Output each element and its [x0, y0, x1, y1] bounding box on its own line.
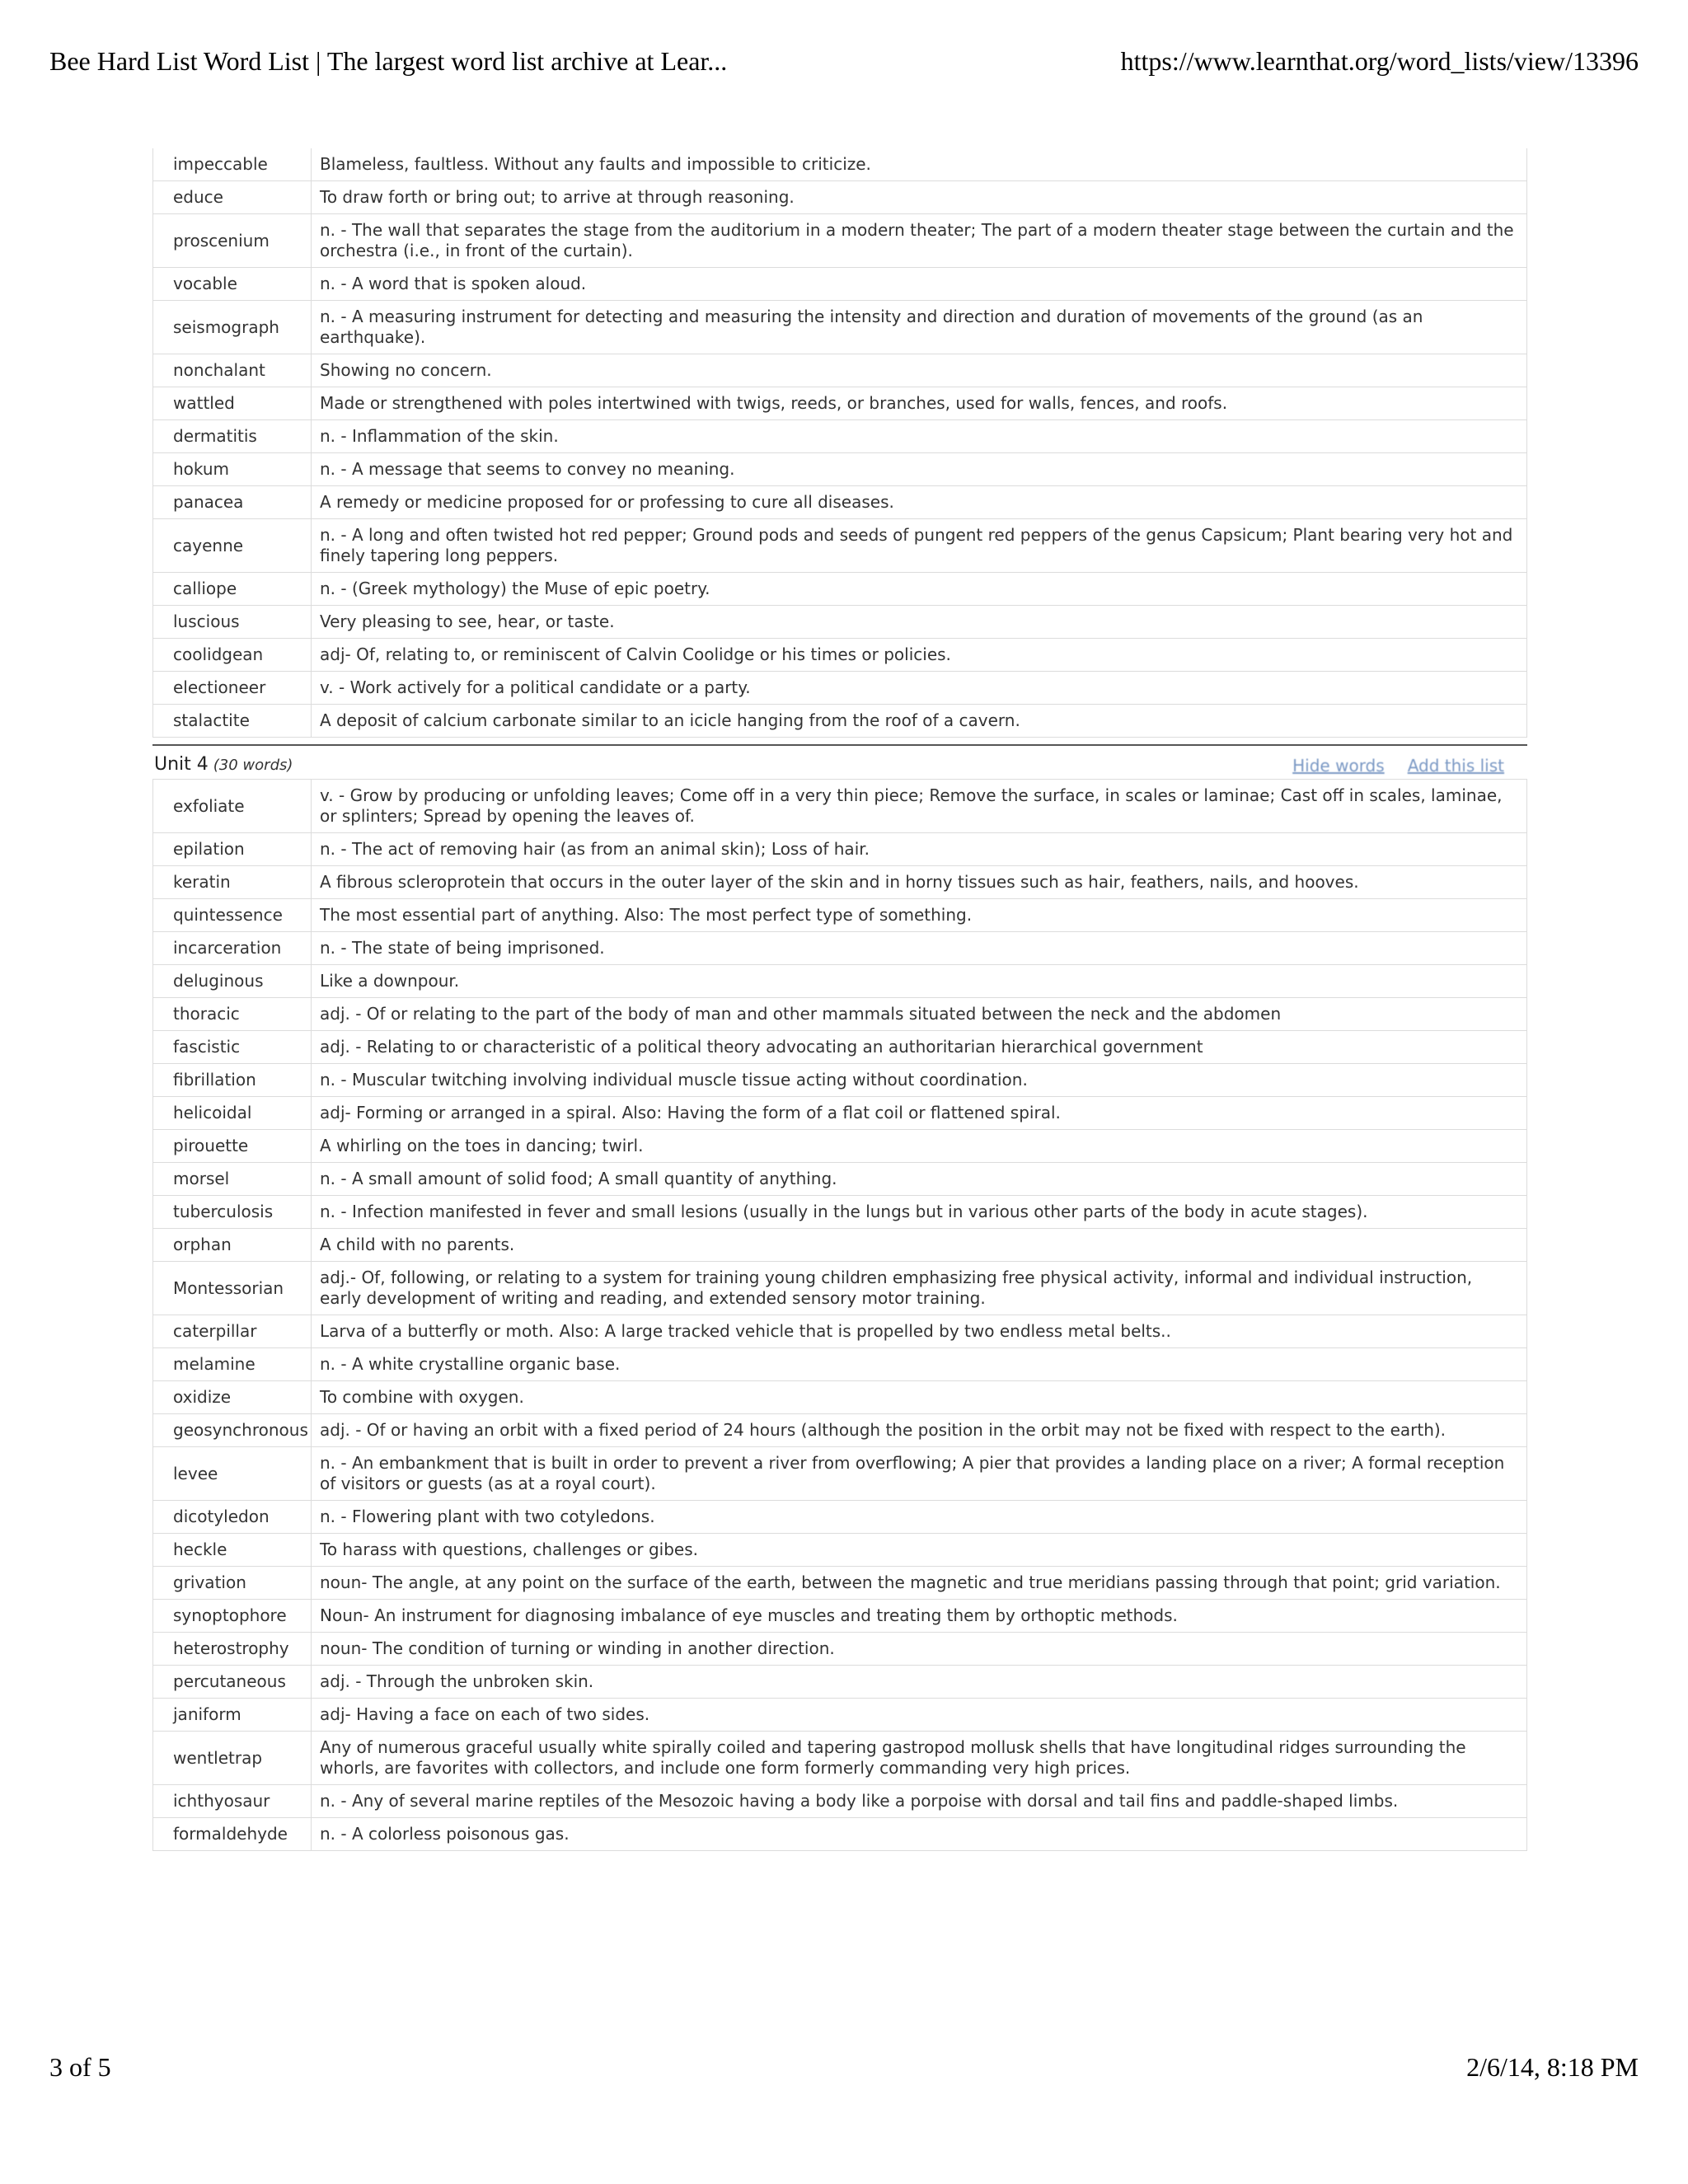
- word-row: [153, 301, 1527, 354]
- word-row: [153, 1031, 1527, 1064]
- word-row: [153, 1097, 1527, 1130]
- word-definition: adj. - Relating to or characteristic of a political theory advocating an authoritarian hierarchical government: [312, 1031, 1527, 1064]
- word-term: Montessorian: [153, 1262, 312, 1315]
- word-definition: n. - The wall that separates the stage from the auditorium in a modern theater; The part of a modern theater stage between the curtain and the orchestra (i.e., in front of the curtain).: [312, 214, 1527, 268]
- word-term: incarceration: [153, 932, 312, 965]
- word-term: impeccable: [153, 148, 312, 181]
- word-term: nonchalant: [153, 354, 312, 387]
- word-row: [153, 181, 1527, 214]
- word-row: [153, 1633, 1527, 1666]
- unit-4-rows: [153, 780, 1527, 1851]
- word-row: [153, 705, 1527, 738]
- word-term: seismograph: [153, 301, 312, 354]
- word-definition: To draw forth or bring out; to arrive at through reasoning.: [312, 181, 1527, 214]
- word-row: [153, 1130, 1527, 1163]
- word-term: luscious: [153, 606, 312, 639]
- word-definition: n. - The act of removing hair (as from an animal skin); Loss of hair.: [312, 833, 1527, 866]
- word-row: [153, 519, 1527, 573]
- word-term: coolidgean: [153, 639, 312, 672]
- word-definition: Larva of a butterfly or moth. Also: A large tracked vehicle that is propelled by two endless metal belts..: [312, 1315, 1527, 1348]
- word-row: [153, 148, 1527, 181]
- word-row: [153, 932, 1527, 965]
- word-term: epilation: [153, 833, 312, 866]
- word-definition: Blameless, faultless. Without any faults and impossible to criticize.: [312, 148, 1527, 181]
- word-term: hokum: [153, 453, 312, 486]
- word-term: tuberculosis: [153, 1196, 312, 1229]
- word-row: [153, 1732, 1527, 1785]
- word-definition: Like a downpour.: [312, 965, 1527, 998]
- word-definition: Showing no concern.: [312, 354, 1527, 387]
- word-definition: The most essential part of anything. Also: The most perfect type of something.: [312, 899, 1527, 932]
- word-term: proscenium: [153, 214, 312, 268]
- word-row: [153, 899, 1527, 932]
- word-row: [153, 214, 1527, 268]
- word-row: [153, 486, 1527, 519]
- word-definition: adj.- Of, following, or relating to a system for training young children emphasizing free physical activity, informal and individual instruction, early development of writing and reading, and extended sensory motor training.: [312, 1262, 1527, 1315]
- word-row: [153, 1414, 1527, 1447]
- word-definition: adj. - Of or relating to the part of the body of man and other mammals situated between the neck and the abdomen: [312, 998, 1527, 1031]
- word-definition: A child with no parents.: [312, 1229, 1527, 1262]
- word-row: [153, 420, 1527, 453]
- word-row: [153, 1666, 1527, 1699]
- unit-3-rows: [153, 148, 1527, 738]
- word-term: orphan: [153, 1229, 312, 1262]
- word-row: [153, 672, 1527, 705]
- word-term: synoptophore: [153, 1600, 312, 1633]
- unit-4-header: [152, 746, 1527, 779]
- word-term: fascistic: [153, 1031, 312, 1064]
- word-definition: n. - Any of several marine reptiles of the Mesozoic having a body like a porpoise with dorsal and tail fins and paddle-shaped limbs.: [312, 1785, 1527, 1818]
- word-row: [153, 998, 1527, 1031]
- word-row: [153, 1229, 1527, 1262]
- word-row: [153, 1064, 1527, 1097]
- word-row: [153, 1196, 1527, 1229]
- word-definition: n. - A colorless poisonous gas.: [312, 1818, 1527, 1851]
- word-row: [153, 453, 1527, 486]
- word-definition: n. - A message that seems to convey no meaning.: [312, 453, 1527, 486]
- word-term: caterpillar: [153, 1315, 312, 1348]
- word-term: pirouette: [153, 1130, 312, 1163]
- print-datetime: 2/6/14, 8:18 PM: [1466, 2052, 1639, 2082]
- word-row: [153, 606, 1527, 639]
- word-definition: n. - The state of being imprisoned.: [312, 932, 1527, 965]
- word-definition: noun- The angle, at any point on the surface of the earth, between the magnetic and true meridians passing through that point; grid variation.: [312, 1567, 1527, 1600]
- word-row: [153, 354, 1527, 387]
- word-term: heterostrophy: [153, 1633, 312, 1666]
- word-row: [153, 1600, 1527, 1633]
- word-definition: n. - Inflammation of the skin.: [312, 420, 1527, 453]
- word-term: melamine: [153, 1348, 312, 1381]
- word-term: fibrillation: [153, 1064, 312, 1097]
- word-row: [153, 965, 1527, 998]
- word-definition: n. - Flowering plant with two cotyledons.: [312, 1501, 1527, 1534]
- word-definition: adj- Having a face on each of two sides.: [312, 1699, 1527, 1732]
- word-definition: n. - An embankment that is built in order to prevent a river from overflowing; A pier that provides a landing place on a river; A formal reception of visitors or guests (as at a royal court).: [312, 1447, 1527, 1501]
- word-row: [153, 780, 1527, 833]
- word-row: [153, 833, 1527, 866]
- word-term: janiform: [153, 1699, 312, 1732]
- word-definition: adj- Of, relating to, or reminiscent of Calvin Coolidge or his times or policies.: [312, 639, 1527, 672]
- word-definition: n. - A measuring instrument for detecting and measuring the intensity and direction and duration of movements of the ground (as an earthquake).: [312, 301, 1527, 354]
- word-row: [153, 1348, 1527, 1381]
- word-term: panacea: [153, 486, 312, 519]
- word-list-content: [152, 148, 1527, 1851]
- word-term: vocable: [153, 268, 312, 301]
- word-term: keratin: [153, 866, 312, 899]
- word-term: geosynchronous: [153, 1414, 312, 1447]
- unit-3-word-table: [152, 148, 1527, 738]
- print-page-title: Bee Hard List Word List | The largest word list archive at Lear...: [49, 46, 728, 76]
- unit-word-count: (30 words): [213, 757, 293, 774]
- word-term: educe: [153, 181, 312, 214]
- unit-4-word-table: [152, 779, 1527, 1851]
- word-row: [153, 1785, 1527, 1818]
- word-definition: v. - Work actively for a political candidate or a party.: [312, 672, 1527, 705]
- word-term: helicoidal: [153, 1097, 312, 1130]
- word-definition: n. - Muscular twitching involving individual muscle tissue acting without coordination.: [312, 1064, 1527, 1097]
- word-term: levee: [153, 1447, 312, 1501]
- word-definition: adj- Forming or arranged in a spiral. Also: Having the form of a flat coil or flattened spiral.: [312, 1097, 1527, 1130]
- word-term: dermatitis: [153, 420, 312, 453]
- word-definition: A deposit of calcium carbonate similar to an icicle hanging from the roof of a cavern.: [312, 705, 1527, 738]
- word-term: dicotyledon: [153, 1501, 312, 1534]
- unit-4-title-group: [154, 754, 293, 775]
- word-definition: Any of numerous graceful usually white spirally coiled and tapering gastropod mollusk shells that have longitudinal ridges surrounding the whorls, are favorites with collectors, and include one form formerly commanding very high prices.: [312, 1732, 1527, 1785]
- word-term: exfoliate: [153, 780, 312, 833]
- word-definition: To combine with oxygen.: [312, 1381, 1527, 1414]
- add-this-list-link[interactable]: Add this list: [1407, 756, 1504, 776]
- word-definition: noun- The condition of turning or winding in another direction.: [312, 1633, 1527, 1666]
- word-term: thoracic: [153, 998, 312, 1031]
- word-term: calliope: [153, 573, 312, 606]
- word-row: [153, 1699, 1527, 1732]
- word-definition: A fibrous scleroprotein that occurs in the outer layer of the skin and in horny tissues such as hair, feathers, nails, and hooves.: [312, 866, 1527, 899]
- word-term: quintessence: [153, 899, 312, 932]
- word-term: heckle: [153, 1534, 312, 1567]
- word-row: [153, 387, 1527, 420]
- word-term: oxidize: [153, 1381, 312, 1414]
- unit-title: Unit 4: [154, 754, 209, 775]
- word-definition: adj. - Through the unbroken skin.: [312, 1666, 1527, 1699]
- word-row: [153, 1262, 1527, 1315]
- print-page-url: https://www.learnthat.org/word_lists/view/13396: [1120, 46, 1639, 76]
- word-term: formaldehyde: [153, 1818, 312, 1851]
- word-row: [153, 1501, 1527, 1534]
- word-term: wentletrap: [153, 1732, 312, 1785]
- word-term: percutaneous: [153, 1666, 312, 1699]
- word-row: [153, 1315, 1527, 1348]
- hide-words-link[interactable]: Hide words: [1292, 756, 1385, 776]
- word-row: [153, 1381, 1527, 1414]
- word-row: [153, 1534, 1527, 1567]
- word-row: [153, 1567, 1527, 1600]
- word-definition: n. - A long and often twisted hot red pepper; Ground pods and seeds of pungent red peppers of the genus Capsicum; Plant bearing very hot and finely tapering long peppers.: [312, 519, 1527, 573]
- word-row: [153, 639, 1527, 672]
- word-term: electioneer: [153, 672, 312, 705]
- word-term: deluginous: [153, 965, 312, 998]
- word-definition: n. - Infection manifested in fever and small lesions (usually in the lungs but in various other parts of the body in acute stages).: [312, 1196, 1527, 1229]
- word-row: [153, 1163, 1527, 1196]
- word-definition: Made or strengthened with poles intertwined with twigs, reeds, or branches, used for walls, fences, and roofs.: [312, 387, 1527, 420]
- print-page-number: 3 of 5: [49, 2052, 111, 2082]
- word-definition: n. - (Greek mythology) the Muse of epic poetry.: [312, 573, 1527, 606]
- word-definition: v. - Grow by producing or unfolding leaves; Come off in a very thin piece; Remove the surface, in scales or laminae; Cast off in scales, laminae, or splinters; Spread by opening the leaves of.: [312, 780, 1527, 833]
- word-definition: To harass with questions, challenges or gibes.: [312, 1534, 1527, 1567]
- word-row: [153, 573, 1527, 606]
- word-row: [153, 866, 1527, 899]
- word-row: [153, 1447, 1527, 1501]
- word-definition: n. - A small amount of solid food; A small quantity of anything.: [312, 1163, 1527, 1196]
- word-definition: n. - A word that is spoken aloud.: [312, 268, 1527, 301]
- word-definition: A whirling on the toes in dancing; twirl.: [312, 1130, 1527, 1163]
- word-term: cayenne: [153, 519, 312, 573]
- word-term: wattled: [153, 387, 312, 420]
- word-definition: Noun- An instrument for diagnosing imbalance of eye muscles and treating them by orthoptic methods.: [312, 1600, 1527, 1633]
- word-term: stalactite: [153, 705, 312, 738]
- word-row: [153, 268, 1527, 301]
- word-definition: n. - A white crystalline organic base.: [312, 1348, 1527, 1381]
- word-row: [153, 1818, 1527, 1851]
- word-term: morsel: [153, 1163, 312, 1196]
- word-definition: adj. - Of or having an orbit with a fixed period of 24 hours (although the position in the orbit may not be fixed with respect to the earth).: [312, 1414, 1527, 1447]
- word-definition: A remedy or medicine proposed for or professing to cure all diseases.: [312, 486, 1527, 519]
- unit-4-actions: [1269, 756, 1504, 776]
- word-definition: Very pleasing to see, hear, or taste.: [312, 606, 1527, 639]
- word-term: ichthyosaur: [153, 1785, 312, 1818]
- word-term: grivation: [153, 1567, 312, 1600]
